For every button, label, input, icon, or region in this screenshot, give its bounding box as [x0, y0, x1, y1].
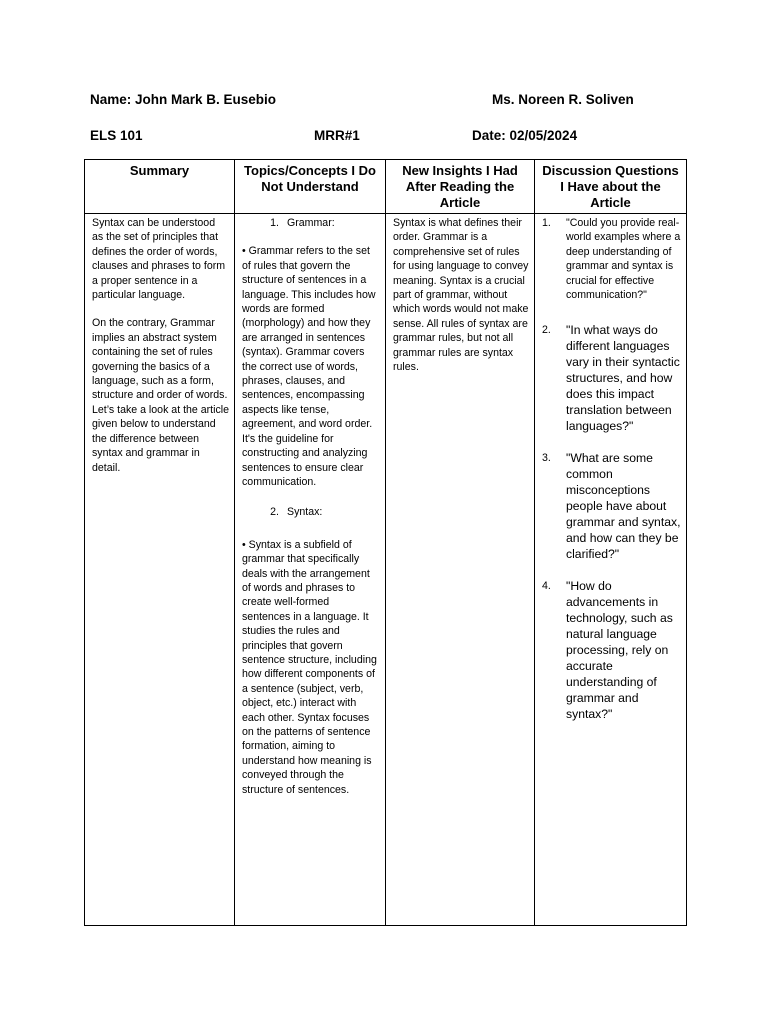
- topic-number: 2.: [270, 506, 279, 519]
- table-row: [85, 214, 687, 926]
- course-code: ELS 101: [90, 128, 143, 143]
- header-insights: New Insights I Had After Reading the Article: [386, 160, 535, 214]
- summary-cell: [85, 214, 235, 926]
- list-item: [542, 450, 681, 562]
- question-text: "What are some common misconceptions people have about grammar and syntax, and how can they be clarified?": [566, 451, 681, 562]
- header-summary: Summary: [85, 160, 235, 214]
- question-text: "How do advancements in technology, such as natural language processing, rely on accurate understanding of grammar and syntax?": [566, 579, 673, 722]
- student-name: Name: John Mark B. Eusebio: [90, 92, 277, 107]
- insights-text: Syntax is what defines their order. Grammar is a comprehensive set of rules for using language to convey meaning. Syntax is a crucial part of grammar, without which words would not make sense. All rules of syntax are grammar rules, but not all grammar rules are syntax rules.: [393, 217, 529, 374]
- topic-title: Syntax:: [287, 506, 323, 519]
- questions-cell: [535, 214, 687, 926]
- header-topics: Topics/Concepts I Do Not Understand: [235, 160, 386, 214]
- topic-item-grammar: [242, 216, 380, 230]
- topic-title: Grammar:: [287, 217, 335, 229]
- header-questions: Discussion Questions I Have about the Article: [535, 160, 687, 214]
- topics-cell: [235, 214, 386, 926]
- topic-item-syntax: [242, 505, 380, 519]
- question-number: 1.: [542, 217, 551, 229]
- summary-paragraph-1: Syntax can be understood as the set of principles that defines the order of words, clauses and phrases to form a proper sentence in a particular language.: [92, 217, 226, 302]
- mrr-number: MRR#1: [314, 128, 360, 143]
- list-item: [542, 578, 681, 722]
- mrr-table: [84, 159, 687, 926]
- topic-number: 1.: [270, 217, 279, 229]
- insights-cell: [386, 214, 535, 926]
- summary-paragraph-2: On the contrary, Grammar implies an abstract system containing the set of rules governing the basics of a language, such as a form, structure and order of words. Let’s take a look at the article given below to understand the difference between syntax and grammar in detail.: [92, 317, 230, 474]
- list-item: [542, 322, 681, 434]
- question-number: 3.: [542, 452, 551, 465]
- topic-syntax-text: • Syntax is a subfield of grammar that specifically deals with the arrangement of words and phrases to create well-formed sentences in a language. It studies the rules and principles that govern sentence structure, including how different components of a sentence (subject, verb, object, etc.) interact with each other. Syntax focuses on the patterns of sentence formation, aiming to understand how meaning is conveyed through the structure of sentences.: [242, 538, 377, 796]
- table-header-row: [85, 160, 687, 214]
- question-text: "Could you provide real-world examples where a deep understanding of grammar and syntax is crucial for effective communication?": [566, 217, 681, 302]
- question-number: 4.: [542, 580, 551, 593]
- question-text: "In what ways do different languages vary in their syntactic structures, and how does this impact translation between languages?": [566, 323, 680, 434]
- teacher-name: Ms. Noreen R. Soliven: [492, 92, 634, 107]
- date: Date: 02/05/2024: [472, 128, 578, 143]
- topic-grammar-text: • Grammar refers to the set of rules that govern the structure of sentences in a language. This includes how words are formed (morphology) and how they are arranged in sentences (syntax). Grammar covers the correct use of words, phrases, clauses, and sentences, encompassing aspects like tense, agreement, and word order. It's the guideline for constructing and analyzing sentences to ensure clear communication.: [242, 245, 376, 488]
- question-number: 2.: [542, 324, 551, 337]
- list-item: [542, 216, 681, 302]
